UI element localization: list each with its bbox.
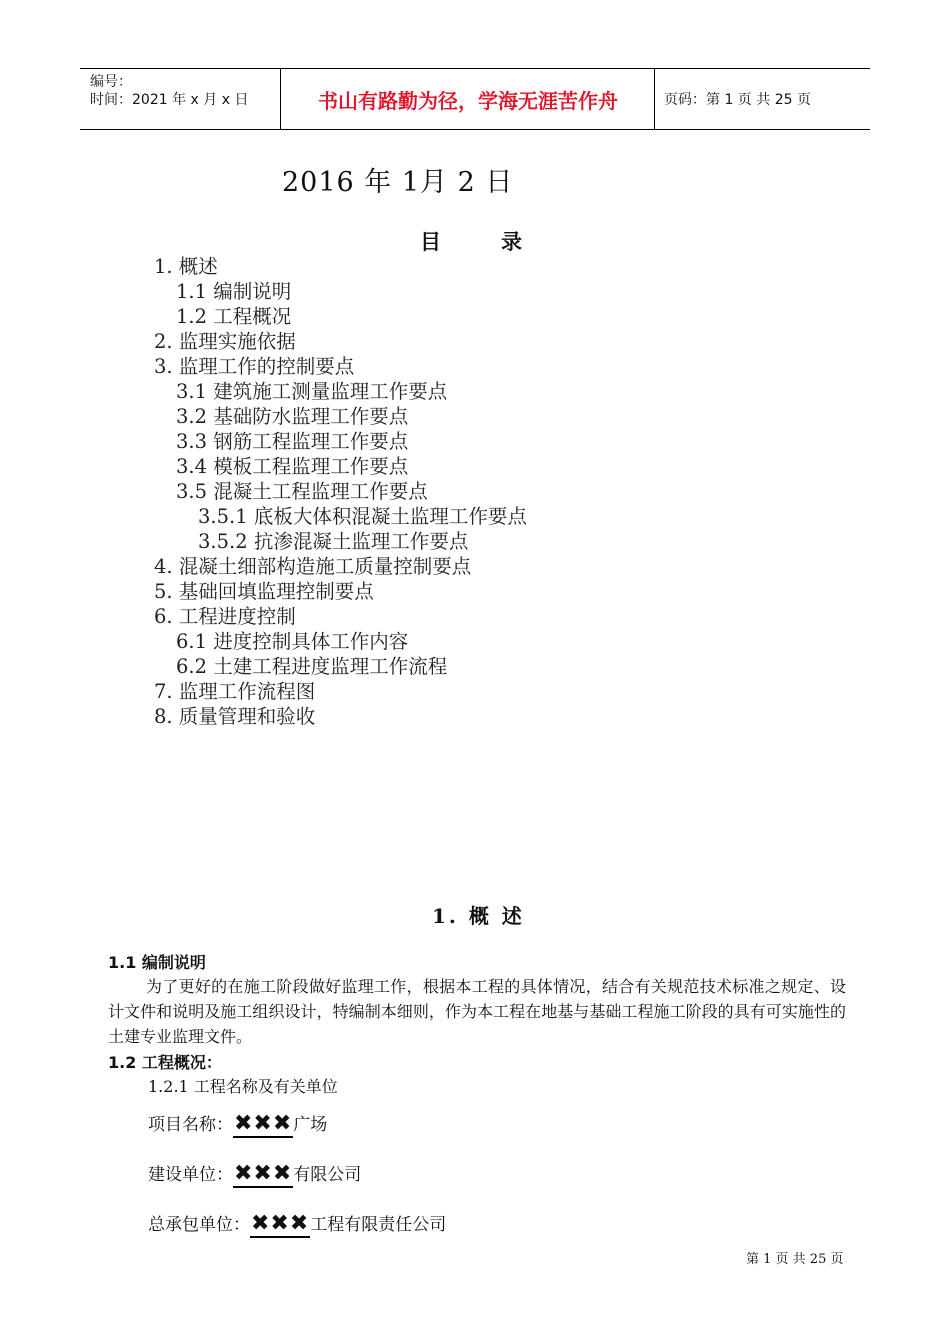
field-suffix: 有限公司 <box>293 1165 362 1185</box>
page-footer: 第 1 页 共 25 页 <box>746 1252 844 1267</box>
body-paragraph: 为了更好的在施工阶段做好监理工作，根据本工程的具体情况，结合有关规范技术标准之规定、设计文件和说明及施工组织设计，特编制本细则，作为本工程在地基与基础工程施工阶段的具有可实施性的土建专业监理文件。 <box>108 977 846 1046</box>
redaction-mark: ✖✖✖ <box>234 1161 293 1186</box>
toc-item[interactable]: 3.1 建筑施工测量监理工作要点 <box>176 380 448 403</box>
toc-item[interactable]: 2. 监理实施依据 <box>154 330 296 353</box>
field-label: 总承包单位： <box>148 1215 250 1235</box>
toc-item[interactable]: 1.2 工程概况 <box>176 305 292 328</box>
header-divider <box>280 69 281 129</box>
page-header <box>80 68 870 130</box>
toc-item[interactable]: 3.5 混凝土工程监理工作要点 <box>176 480 428 503</box>
toc-item[interactable]: 5. 基础回填监理控制要点 <box>154 580 374 603</box>
toc-title: 目录 <box>420 230 582 254</box>
general-contractor-field <box>148 1210 446 1238</box>
toc-item[interactable]: 1.1 编制说明 <box>176 280 292 303</box>
project-name-field <box>148 1110 327 1138</box>
toc-item[interactable]: 6. 工程进度控制 <box>154 605 296 628</box>
time-label: 时间：2021 年 x 月 x 日 <box>90 92 249 108</box>
toc-item[interactable]: 3.4 模板工程监理工作要点 <box>176 455 409 478</box>
toc-item[interactable]: 1. 概述 <box>154 255 218 278</box>
redaction-mark: ✖✖✖ <box>251 1211 310 1236</box>
number-label: 编号： <box>90 74 132 90</box>
header-motto: 书山有路勤为径，学海无涯苦作舟 <box>318 88 618 113</box>
toc-item[interactable]: 7. 监理工作流程图 <box>154 680 316 703</box>
header-page-info: 页码：第 1 页 共 25 页 <box>664 92 811 108</box>
redaction-mark: ✖✖✖ <box>234 1111 293 1136</box>
header-meta <box>80 69 280 129</box>
subsection-heading: 1.1 编制说明 <box>108 953 206 972</box>
field-suffix: 广场 <box>293 1115 328 1135</box>
toc-item[interactable]: 8. 质量管理和验收 <box>154 705 316 728</box>
field-suffix: 工程有限责任公司 <box>310 1215 447 1235</box>
toc-item[interactable]: 6.1 进度控制具体工作内容 <box>176 630 409 653</box>
toc-item[interactable]: 6.2 土建工程进度监理工作流程 <box>176 655 448 678</box>
toc-item[interactable]: 3.5.1 底板大体积混凝土监理工作要点 <box>198 505 527 528</box>
sub-heading: 1.2.1 工程名称及有关单位 <box>148 1077 338 1096</box>
document-date: 2016 年 1月 2 日 <box>282 167 514 198</box>
field-label: 项目名称： <box>148 1115 233 1135</box>
toc-item[interactable]: 3. 监理工作的控制要点 <box>154 355 355 378</box>
subsection-heading: 1.2 工程概况： <box>108 1053 222 1072</box>
toc-item[interactable]: 3.5.2 抗渗混凝土监理工作要点 <box>198 530 469 553</box>
developer-field <box>148 1160 361 1188</box>
field-label: 建设单位： <box>148 1165 233 1185</box>
toc-item[interactable]: 3.3 钢筋工程监理工作要点 <box>176 430 409 453</box>
section-title: 1. 概 述 <box>432 904 525 928</box>
toc-item[interactable]: 3.2 基础防水监理工作要点 <box>176 405 409 428</box>
toc-item[interactable]: 4. 混凝土细部构造施工质量控制要点 <box>154 555 472 578</box>
header-divider <box>654 69 655 129</box>
